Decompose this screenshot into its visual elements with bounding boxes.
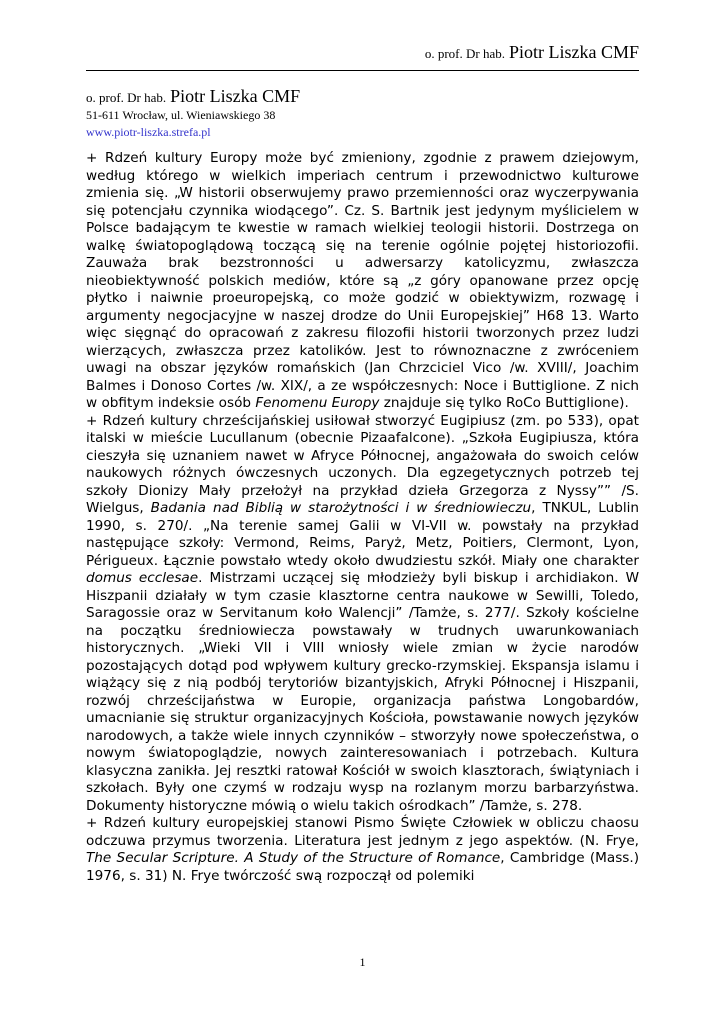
paragraph-2-text-2: , TNKUL, Lublin 1990, s. 270/. „Na terenie samej Galii w VI-VII w. powstały na przykład następujące szkoły: Vermond, Reims, Paryż, Metz, Poitiers, Clermont, Lyon, Périgueux. Łącznie powstało wtedy około dwudziestu szkół. Miały one charakter [86, 500, 640, 569]
author-address: 51-611 Wrocław, ul. Wieniawskiego 38 [86, 108, 276, 122]
running-header [425, 42, 639, 63]
paragraph-3-italic-1: The Secular Scripture. A Study of the Structure of Romance [86, 850, 501, 866]
author-block [86, 86, 300, 141]
paragraph-2-text-1: + Rdzeń kultury chrześcijańskiej usiłował stworzyć Eugipiusz (zm. po 533), opat italski w mieście Lucullanum (obecnie Pizaafalcone). „Szkoła Eugipiusza, która cieszyła się uznaniem nawet w Afryce Północnej, angażowała do swoich celów naukowych różnych ówczesnych uczonych. Dla egzegetycznych potrzeb tej szkoły Dionizy Mały przełożył na przykład dzieła Grzegorza z Nyssy”” /S. Wielgus, [86, 412, 639, 516]
page-number: 1 [359, 955, 366, 969]
paragraph-3 [86, 815, 639, 885]
paragraph-1-italic-1: Fenomenu Europy [255, 395, 380, 411]
author-name: Piotr Liszka CMF [170, 86, 301, 106]
paragraph-2-text-3: . Mistrzami uczącej się młodzieży byli biskup i archidiakon. W Hiszpanii działały w tym czasie klasztorne centra naukowe w Sewilli, Toledo, Saragossie oraz w Servitanum koło Walencji” /Tamże, s. 277/. Szkoły kościelne na początku średniowiecza powstawały w trudnych uwarunkowaniach historycznych. „Wieki VII i VIII wniosły wiele zmian w życie narodów pozostających dotąd pod wpływem kultury grecko-rzymskiej. Ekspansja islamu i wiążący się z nią podbój terytoriów bizantyjskich, Afryki Północnej i Hiszpanii, rozwój chrześcijaństwa w Europie, organizacja państwa Longobardów, umacnianie się struktur organizacyjnych Kościoła, powstawanie nowych języków narodowych, a także wiele innych czynników – stworzyły nowe społeczeństwa, o nowym światopoglądzie, nowych zainteresowaniach i potrzebach. Kultura klasyczna zanikła. Jej resztki ratował Kościół w swoich klasztorach, świątyniach i szkołach. Były one czymś w rodzaju wysp na rozlanym morzu barbarzyństwa. Dokumenty historyczne mówią o wielu takich ośrodkach” /Tamże, s. 278. [86, 570, 640, 814]
paragraph-1-text-2: znajduje się tylko RoCo Buttiglione). [379, 395, 629, 411]
paragraph-2-italic-1: Badania nad Biblią w starożytności i w średniowieczu [150, 500, 532, 516]
header-title-prefix: o. prof. Dr hab. [424, 46, 505, 61]
author-website-link[interactable]: www.piotr-liszka.strefa.pl [86, 125, 211, 139]
author-prefix: o. prof. Dr hab. [86, 90, 167, 105]
body-text [86, 150, 639, 885]
paragraph-2 [86, 413, 639, 816]
paragraph-1-text-1: + Rdzeń kultury Europy może być zmieniony, zgodnie z prawem dziejowym, według którego w wielkich imperiach centrum i przewodnictwo kulturowe zmienia się. „W historii obserwujemy prawo przemienności oraz wyczerpywania się potencjału czynnika wiodącego”. Cz. S. Bartnik jest jedynym myślicielem w Polsce badającym te kwestie w ramach wielkiej teologii historii. Dostrzega on walkę światopoglądową toczącą się na terenie ogólnie pojętej historiozofii. Zauważa brak bezstronności u adwersarzy katolicyzmu, zwłaszcza nieobiektywność polskich mediów, które są „z góry opanowane przez opcję płytko i naiwnie proeuropejską, co może godzić w obiektywizm, rozwagę i argumenty negocjacyjne w naszej drodze do Unii Europejskiej” H68 13. Warto więc sięgnąć do opracowań z zakresu filozofii historii tworzonych przez ludzi wierzących, zwłaszcza przez katolików. Jest to równoznaczne z zwróceniem uwagi na obszar języków romańskich (Jan Chrzciciel Vico /w. XVIII/, Joachim Balmes i Donoso Cortes /w. XIX/, a ze współczesnych: Noce i Buttiglione. Z nich w obfitym indeksie osób [86, 150, 639, 411]
paragraph-3-text-2: , Cambridge (Mass.) 1976, s. 31) N. Frye twórczość swą rozpoczął od polemiki [86, 850, 639, 884]
author-line [86, 86, 300, 108]
paragraph-2-italic-2: domus ecclesae [86, 570, 199, 586]
paragraph-3-text-1: + Rdzeń kultury europejskiej stanowi Pismo Święte Człowiek w obliczu chaosu odczuwa przymus tworzenia. Literatura jest jednym z jego aspektów. (N. Frye, [86, 815, 639, 849]
header-author-name: Piotr Liszka CMF [508, 42, 639, 62]
header-rule [86, 70, 639, 71]
paragraph-1 [86, 150, 639, 413]
